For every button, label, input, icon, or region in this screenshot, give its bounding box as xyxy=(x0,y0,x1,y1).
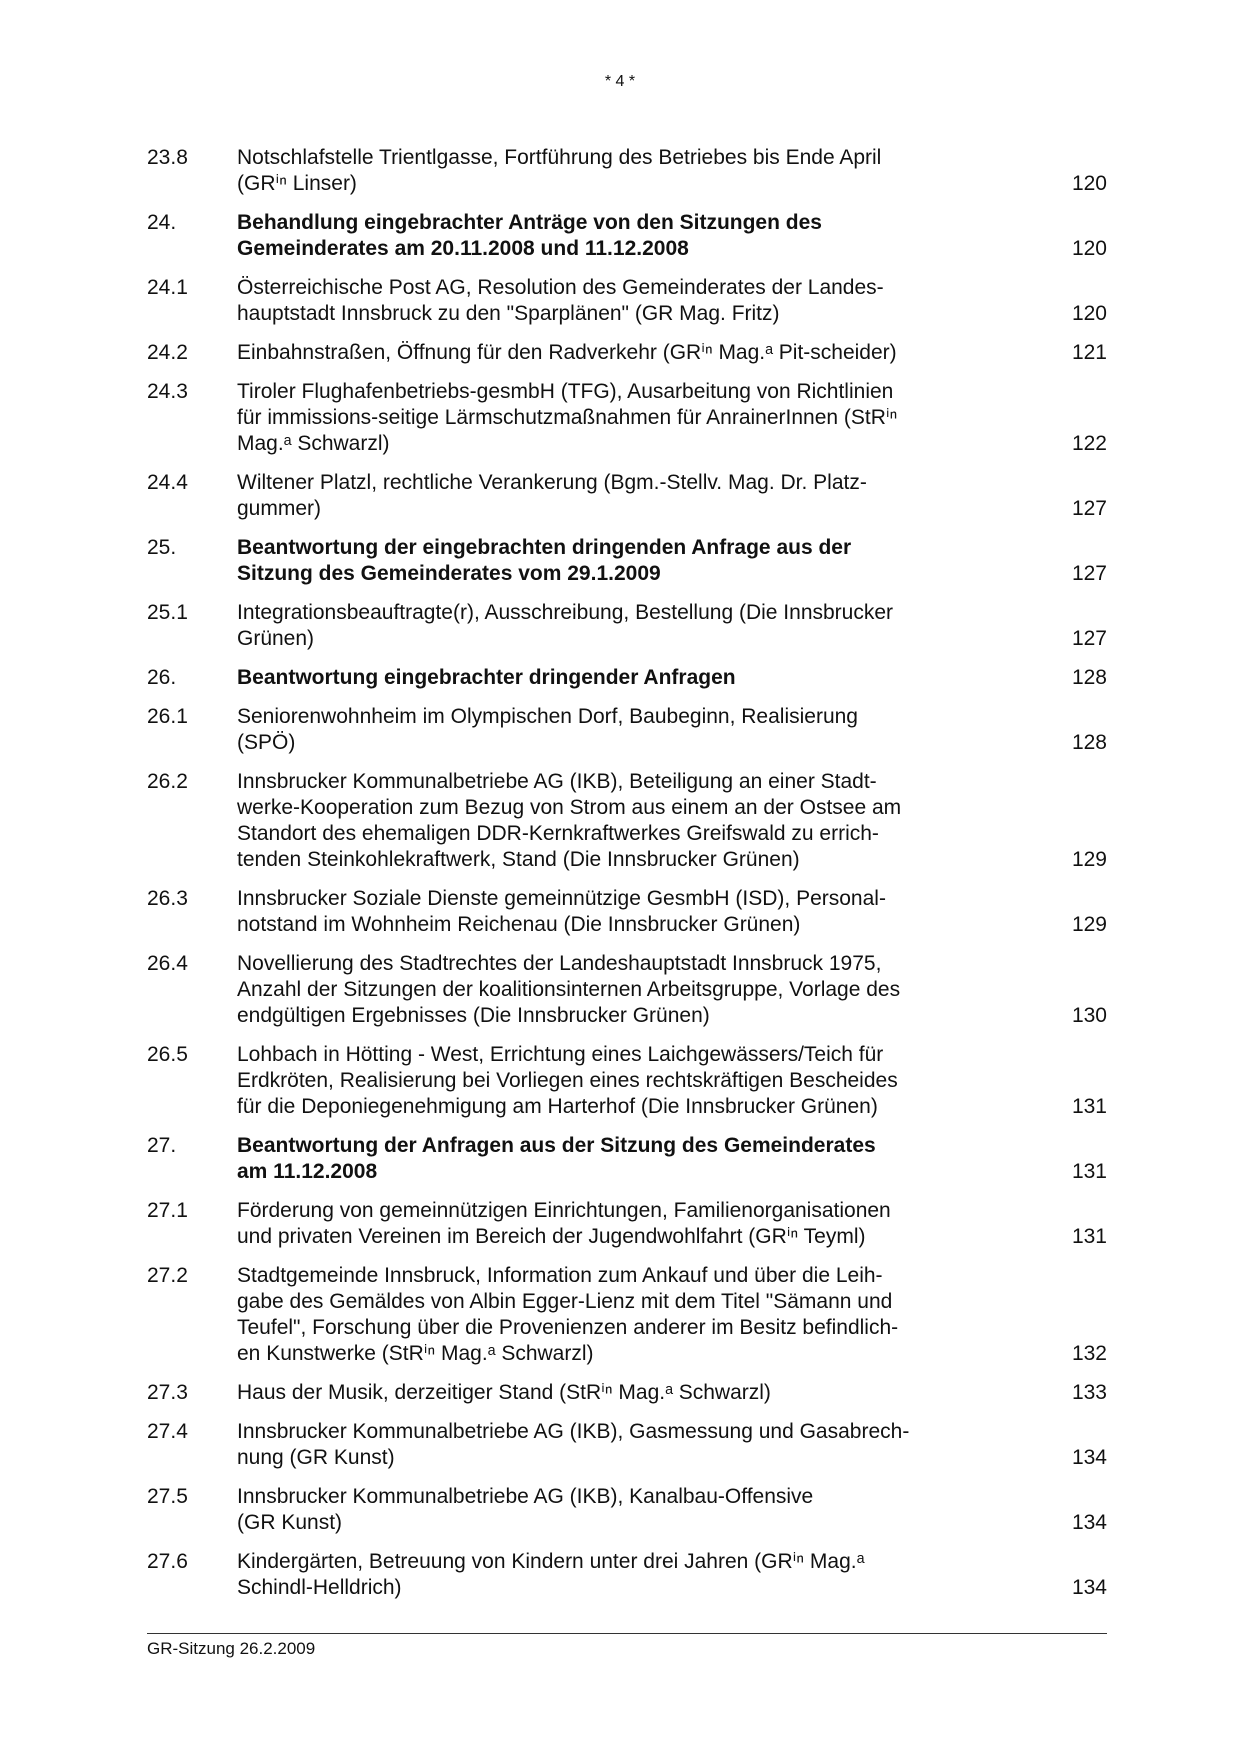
toc-entry-number: 27.3 xyxy=(147,1381,188,1404)
toc-entry-title-line: gummer) xyxy=(237,497,322,520)
toc-entry-page: 120 xyxy=(1071,237,1107,260)
toc-entry xyxy=(147,470,1107,522)
toc-entry-page: 132 xyxy=(1071,1342,1107,1365)
toc-entry xyxy=(147,145,1107,197)
toc-entry-page: 134 xyxy=(1071,1446,1107,1469)
toc-entry-title xyxy=(237,1263,997,1367)
toc-entry-title xyxy=(237,210,997,262)
toc-entry xyxy=(147,1549,1107,1601)
toc-entry-page: 127 xyxy=(1071,497,1107,520)
toc-entry-title-line: Behandlung eingebrachter Anträge von den Sitzungen des xyxy=(237,211,822,234)
toc-entry-title-line: (GRⁱⁿ Linser) xyxy=(237,172,357,195)
toc-entry-title-line: Gemeinderates am 20.11.2008 und 11.12.2008 xyxy=(237,237,689,260)
toc-entry-title xyxy=(237,769,997,873)
toc-entry-number: 27.5 xyxy=(147,1485,188,1508)
toc-entry-title xyxy=(237,1133,997,1185)
toc-entry-title xyxy=(237,1549,997,1601)
toc-entry-title xyxy=(237,886,997,938)
toc-entry xyxy=(147,275,1107,327)
toc-entry-title xyxy=(237,340,997,366)
toc-entry-number: 25.1 xyxy=(147,601,188,624)
toc-entry-title-line: nung (GR Kunst) xyxy=(237,1446,395,1469)
toc-entry-title-line: Beantwortung eingebrachter dringender Anfragen xyxy=(237,666,736,689)
toc-entry xyxy=(147,886,1107,938)
toc-entry-number: 27.6 xyxy=(147,1550,188,1573)
toc-entry-title-line: Grünen) xyxy=(237,627,315,650)
toc-entry-page: 134 xyxy=(1071,1576,1107,1599)
toc-entry-page: 127 xyxy=(1071,627,1107,650)
toc-entry-title xyxy=(237,1484,997,1536)
toc-entry-title xyxy=(237,600,997,652)
toc-entry-page: 134 xyxy=(1071,1511,1107,1534)
toc-entry-title-line: Innsbrucker Soziale Dienste gemeinnützige GesmbH (ISD), Personal- xyxy=(237,887,886,910)
toc-entry-title-line: Teufel", Forschung über die Provenienzen anderer im Besitz befindlich- xyxy=(237,1316,899,1339)
toc-entry-number: 26.4 xyxy=(147,952,188,975)
toc-entry-number: 24.2 xyxy=(147,341,188,364)
toc-entry-title-line: Novellierung des Stadtrechtes der Landeshauptstadt Innsbruck 1975, xyxy=(237,952,882,975)
toc-entry-title-line: Einbahnstraßen, Öffnung für den Radverkehr (GRⁱⁿ Mag.ᵃ Pit-scheider) xyxy=(237,341,897,364)
footer-divider xyxy=(147,1633,1107,1634)
toc-entry-title-line: Seniorenwohnheim im Olympischen Dorf, Baubeginn, Realisierung xyxy=(237,705,858,728)
toc-entry-title-line: Beantwortung der Anfragen aus der Sitzung des Gemeinderates xyxy=(237,1134,876,1157)
toc-entry xyxy=(147,1133,1107,1185)
toc-entry xyxy=(147,600,1107,652)
toc-entry-page: 121 xyxy=(1071,341,1107,364)
toc-entry-number: 25. xyxy=(147,536,177,559)
toc-entry-title-line: tenden Steinkohlekraftwerk, Stand (Die Innsbrucker Grünen) xyxy=(237,848,800,871)
toc-entry-number: 27.2 xyxy=(147,1264,188,1287)
toc-entry-title xyxy=(237,1042,997,1120)
page-number: * 4 * xyxy=(604,73,636,90)
toc-entry-page: 128 xyxy=(1071,666,1107,689)
toc-entry-page: 130 xyxy=(1071,1004,1107,1027)
toc-entry-title-line: Stadtgemeinde Innsbruck, Information zum Ankauf und über die Leih- xyxy=(237,1264,883,1287)
toc-entry-title-line: hauptstadt Innsbruck zu den "Sparplänen" (GR Mag. Fritz) xyxy=(237,302,780,325)
toc-entry-number: 27. xyxy=(147,1134,177,1157)
toc-entry-number: 26.2 xyxy=(147,770,188,793)
toc-entry xyxy=(147,340,1107,366)
toc-entry-page: 127 xyxy=(1071,562,1107,585)
toc-entry-page: 131 xyxy=(1071,1095,1107,1118)
toc-entry-title xyxy=(237,275,997,327)
toc-entry-page: 129 xyxy=(1071,848,1107,871)
toc-entry xyxy=(147,379,1107,457)
toc-entry xyxy=(147,535,1107,587)
toc-entry-title-line: Standort des ehemaligen DDR-Kernkraftwerkes Greifswald zu errich- xyxy=(237,822,879,845)
toc-entry-title-line: und privaten Vereinen im Bereich der Jugendwohlfahrt (GRⁱⁿ Teyml) xyxy=(237,1225,866,1248)
toc-entry-title xyxy=(237,665,997,691)
toc-entry-number: 24.1 xyxy=(147,276,188,299)
toc-entry-number: 26.1 xyxy=(147,705,188,728)
footer-session-label: GR-Sitzung 26.2.2009 xyxy=(147,1639,316,1658)
toc-entry-page: 122 xyxy=(1071,432,1107,455)
toc-entry-title-line: für immissions-seitige Lärmschutzmaßnahmen für AnrainerInnen (StRⁱⁿ xyxy=(237,406,898,429)
toc-entry-title-line: Schindl-Helldrich) xyxy=(237,1576,402,1599)
toc-entry-title-line: Wiltener Platzl, rechtliche Verankerung (Bgm.-Stellv. Mag. Dr. Platz- xyxy=(237,471,867,494)
toc-entry-number: 26.5 xyxy=(147,1043,188,1066)
toc-entry-number: 24.4 xyxy=(147,471,188,494)
toc-entry-title-line: am 11.12.2008 xyxy=(237,1160,378,1183)
toc-entry-page: 128 xyxy=(1071,731,1107,754)
toc-entry-title xyxy=(237,704,997,756)
toc-entry-title xyxy=(237,1419,997,1471)
toc-entry-title-line: Kindergärten, Betreuung von Kindern unter drei Jahren (GRⁱⁿ Mag.ᵃ xyxy=(237,1550,865,1573)
toc-entry-title-line: Förderung von gemeinnützigen Einrichtungen, Familienorganisationen xyxy=(237,1199,891,1222)
toc-entry xyxy=(147,1484,1107,1536)
toc-entry-number: 24. xyxy=(147,211,177,234)
toc-entry-title xyxy=(237,1380,997,1406)
toc-entry-title-line: endgültigen Ergebnisses (Die Innsbrucker Grünen) xyxy=(237,1004,710,1027)
toc-entry-title-line: Tiroler Flughafenbetriebs-gesmbH (TFG), Ausarbeitung von Richtlinien xyxy=(237,380,894,403)
toc-entry-title-line: Lohbach in Hötting - West, Errichtung eines Laichgewässers/Teich für xyxy=(237,1043,884,1066)
toc-entry-title-line: Mag.ᵃ Schwarzl) xyxy=(237,432,390,455)
toc-entry-number: 26.3 xyxy=(147,887,188,910)
toc-entry-title-line: Innsbrucker Kommunalbetriebe AG (IKB), Kanalbau-Offensive xyxy=(237,1485,814,1508)
toc-entry-page: 133 xyxy=(1071,1381,1107,1404)
toc-entry xyxy=(147,1198,1107,1250)
toc-entry xyxy=(147,210,1107,262)
toc-entry xyxy=(147,769,1107,873)
toc-entry-title xyxy=(237,145,997,197)
toc-entry xyxy=(147,951,1107,1029)
toc-entry-page: 131 xyxy=(1071,1225,1107,1248)
toc-entry-title-line: Integrationsbeauftragte(r), Ausschreibung, Bestellung (Die Innsbrucker xyxy=(237,601,894,624)
toc-entry-title-line: für die Deponiegenehmigung am Harterhof (Die Innsbrucker Grünen) xyxy=(237,1095,878,1118)
toc-entry-title xyxy=(237,379,997,457)
toc-entry-title-line: Notschlafstelle Trientlgasse, Fortführung des Betriebes bis Ende April xyxy=(237,146,882,169)
toc-entry-title-line: Anzahl der Sitzungen der koalitionsinternen Arbeitsgruppe, Vorlage des xyxy=(237,978,901,1001)
toc-entry-title-line: (SPÖ) xyxy=(237,731,296,754)
toc-entry-title-line: Sitzung des Gemeinderates vom 29.1.2009 xyxy=(237,562,661,585)
toc-entry xyxy=(147,665,1107,691)
toc-entry xyxy=(147,1042,1107,1120)
toc-entry-title-line: notstand im Wohnheim Reichenau (Die Innsbrucker Grünen) xyxy=(237,913,801,936)
toc-entry xyxy=(147,1419,1107,1471)
toc-entry-number: 24.3 xyxy=(147,380,188,403)
toc-entry-number: 27.1 xyxy=(147,1199,188,1222)
toc-entry-title-line: Erdkröten, Realisierung bei Vorliegen eines rechtskräftigen Bescheides xyxy=(237,1069,898,1092)
toc-entry-page: 120 xyxy=(1071,172,1107,195)
table-of-contents xyxy=(147,145,1107,1614)
toc-entry-page: 120 xyxy=(1071,302,1107,325)
toc-entry-title-line: Haus der Musik, derzeitiger Stand (StRⁱⁿ Mag.ᵃ Schwarzl) xyxy=(237,1381,771,1404)
toc-entry-title xyxy=(237,1198,997,1250)
toc-entry-number: 23.8 xyxy=(147,146,188,169)
toc-entry-title-line: Innsbrucker Kommunalbetriebe AG (IKB), Gasmessung und Gasabrech- xyxy=(237,1420,910,1443)
toc-entry-title xyxy=(237,535,997,587)
toc-entry xyxy=(147,1263,1107,1367)
toc-entry xyxy=(147,1380,1107,1406)
toc-entry-title-line: en Kunstwerke (StRⁱⁿ Mag.ᵃ Schwarzl) xyxy=(237,1342,594,1365)
toc-entry-page: 131 xyxy=(1071,1160,1107,1183)
toc-entry-title-line: gabe des Gemäldes von Albin Egger-Lienz mit dem Titel "Sämann und xyxy=(237,1290,893,1313)
toc-entry-title xyxy=(237,951,997,1029)
toc-entry-title-line: werke-Kooperation zum Bezug von Strom aus einem an der Ostsee am xyxy=(237,796,902,819)
toc-entry-title-line: Beantwortung der eingebrachten dringenden Anfrage aus der xyxy=(237,536,852,559)
toc-entry xyxy=(147,704,1107,756)
toc-entry-title-line: Österreichische Post AG, Resolution des Gemeinderates der Landes- xyxy=(237,276,884,299)
toc-entry-number: 27.4 xyxy=(147,1420,188,1443)
toc-entry-title-line: (GR Kunst) xyxy=(237,1511,343,1534)
toc-entry-title xyxy=(237,470,997,522)
toc-entry-page: 129 xyxy=(1071,913,1107,936)
toc-entry-title-line: Innsbrucker Kommunalbetriebe AG (IKB), Beteiligung an einer Stadt- xyxy=(237,770,877,793)
toc-entry-number: 26. xyxy=(147,666,177,689)
